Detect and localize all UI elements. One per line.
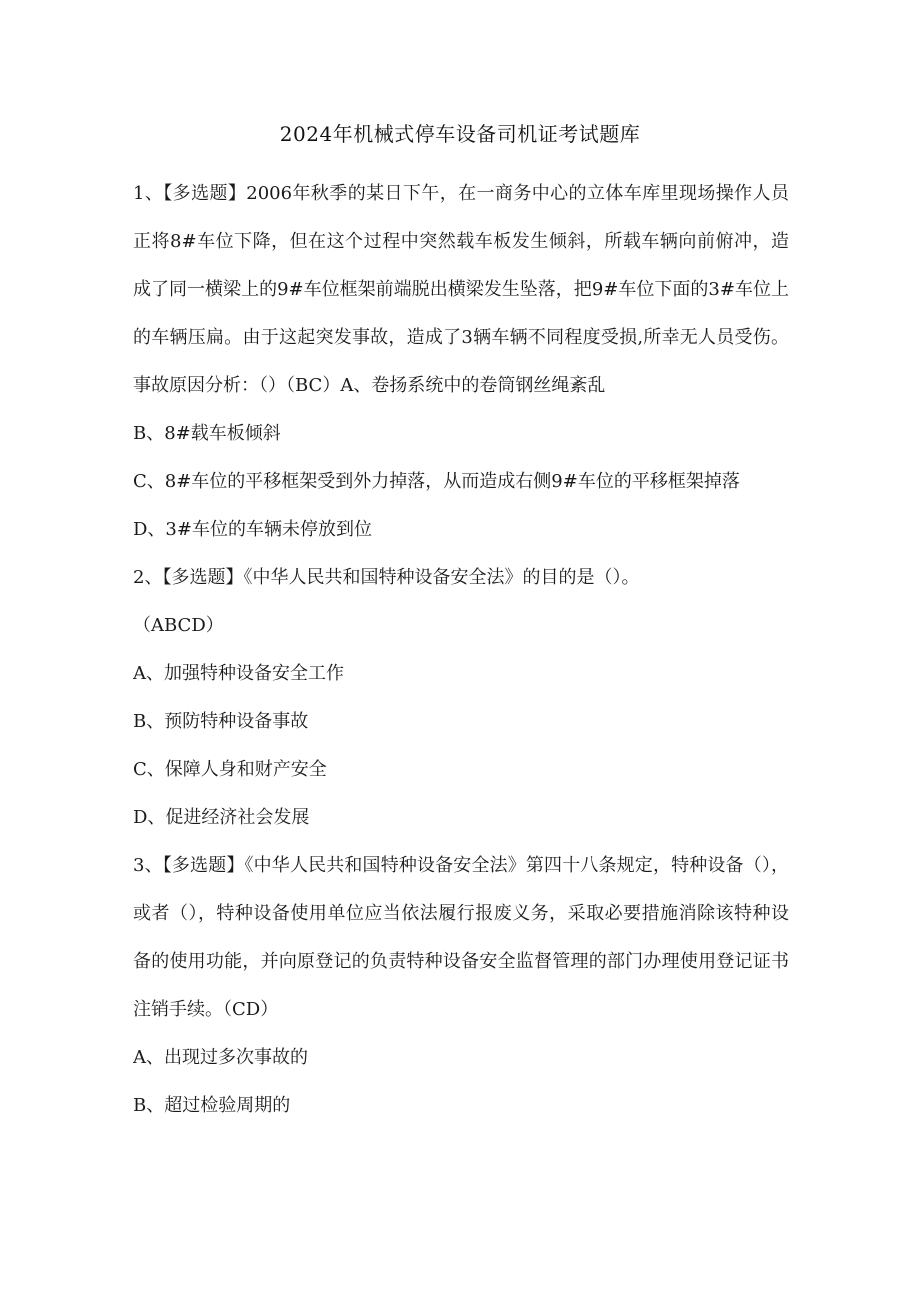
question-1-text: 1、【多选题】2006年秋季的某日下午，在一商务中心的立体车库里现场操作人员正将8#车位下降，但在这个过程中突然载车板发生倾斜，所载车辆向前俯冲，造成了同一横梁上的9#车位框架前端脱出横梁发生坠落，把9#车位下面的3#车位上的车辆压扁。由于这起突发事故，造成了3辆车辆不同程度受损,所幸无人员受伤。事故原因分析：（）（BC）A、卷扬系统中的卷筒钢丝绳紊乱 [133, 183, 789, 396]
question-2-option-a: A、加强特种设备安全工作 [133, 663, 344, 684]
question-2-option-d: D、促进经济社会发展 [133, 807, 310, 828]
question-1-option-d: D、3#车位的车辆未停放到位 [133, 519, 372, 540]
question-1-option-c: C、8#车位的平移框架受到外力掉落，从而造成右侧9#车位的平移框架掉落 [133, 471, 740, 492]
document-title: 2024年机械式停车设备司机证考试题库 [279, 122, 641, 146]
question-2-answer: （ABCD） [133, 615, 224, 636]
question-3-option-a: A、出现过多次事故的 [133, 1047, 308, 1068]
question-3-option-b: B、超过检验周期的 [133, 1095, 291, 1116]
question-2-option-b: B、预防特种设备事故 [133, 711, 309, 732]
question-2-option-c: C、保障人身和财产安全 [133, 759, 327, 780]
question-1-option-b: B、8#载车板倾斜 [133, 423, 281, 444]
question-3-text: 3、【多选题】《中华人民共和国特种设备安全法》第四十八条规定，特种设备（），或者（），特种设备使用单位应当依法履行报废义务，采取必要措施消除该特种设备的使用功能，并向原登记的负责特种设备安全监督管理的部门办理使用登记证书注销手续。（CD） [133, 855, 789, 1020]
question-2-text: 2、【多选题】《中华人民共和国特种设备安全法》的目的是（）。 [133, 567, 640, 588]
document-body [133, 170, 789, 1130]
